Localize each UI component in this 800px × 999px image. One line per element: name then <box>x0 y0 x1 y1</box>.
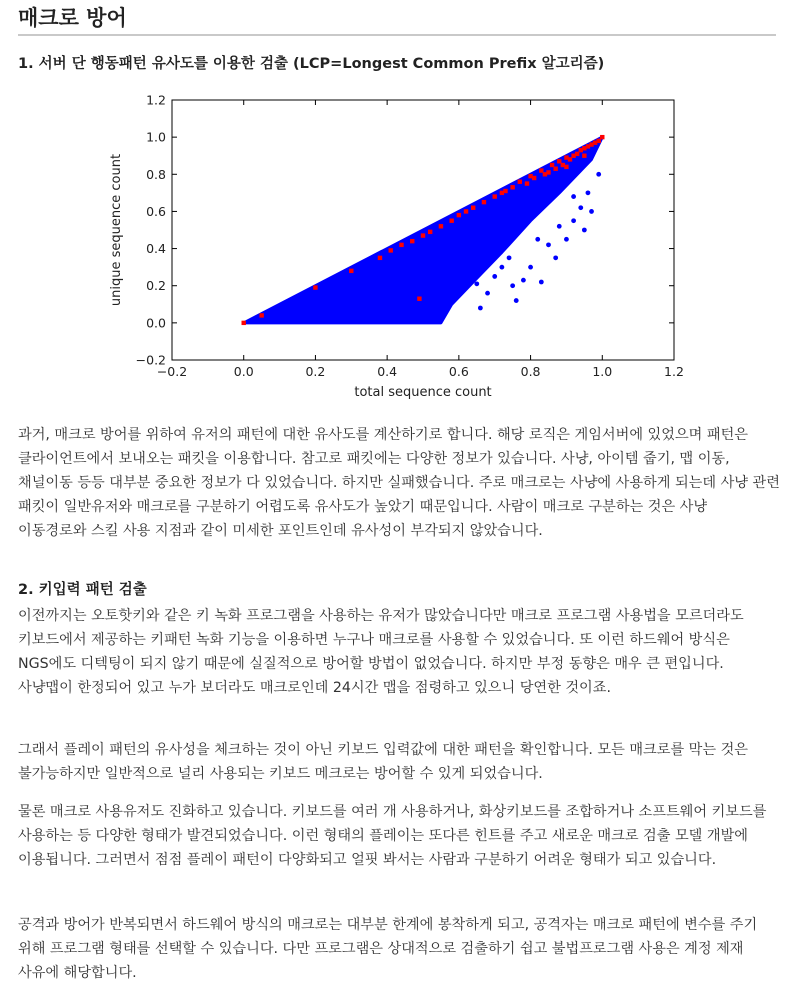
point-normal-14 <box>582 228 587 233</box>
point-normal-5 <box>510 283 515 288</box>
x-tick-label: 0.8 <box>520 364 541 379</box>
point-normal-17 <box>553 255 558 260</box>
section-heading-lcp: 1. 서버 단 행동패턴 유사도를 이용한 검출 (LCP=Longest Common Prefix 알고리즘) <box>18 56 605 72</box>
y-tick-label: −0.2 <box>135 352 166 368</box>
point-macro-40 <box>503 189 507 193</box>
point-macro-10 <box>457 213 461 217</box>
scatter-chart <box>100 88 690 403</box>
point-normal-23 <box>535 237 540 242</box>
point-normal-2 <box>474 281 479 286</box>
y-tick-label: 0.6 <box>146 203 166 219</box>
point-normal-4 <box>499 265 504 270</box>
point-macro-19 <box>532 176 536 180</box>
data-layer <box>242 135 605 325</box>
point-macro-37 <box>564 165 568 169</box>
point-normal-11 <box>564 237 569 242</box>
point-normal-1 <box>464 265 469 270</box>
page-title: 매크로 방어 <box>18 6 127 30</box>
point-macro-43 <box>417 297 421 301</box>
x-tick-label: 0.2 <box>305 364 326 379</box>
x-axis-label: total sequence count <box>354 385 492 400</box>
x-tick-label: 1.2 <box>664 364 684 379</box>
point-macro-42 <box>389 248 393 252</box>
point-macro-9 <box>449 219 453 223</box>
point-normal-18 <box>514 298 519 303</box>
point-normal-12 <box>571 218 576 223</box>
y-tick-label: 0.2 <box>146 278 166 294</box>
y-tick-label: 1.2 <box>146 92 166 108</box>
point-normal-24 <box>507 255 512 260</box>
point-macro-11 <box>464 209 468 213</box>
y-tick-label: 0.0 <box>146 315 166 331</box>
point-normal-21 <box>596 172 601 177</box>
y-tick-label: 1.0 <box>146 129 166 145</box>
title-divider <box>18 34 776 36</box>
point-normal-0 <box>456 280 461 285</box>
point-normal-19 <box>485 291 490 296</box>
series-normal-users-region <box>244 137 603 323</box>
point-macro-3 <box>349 269 353 273</box>
point-normal-8 <box>539 280 544 285</box>
x-tick-label: 0.4 <box>377 364 398 379</box>
point-normal-22 <box>571 194 576 199</box>
point-macro-5 <box>399 243 403 247</box>
point-macro-41 <box>410 239 414 243</box>
paragraph-lcp-result: 과거, 매크로 방어를 위하여 유저의 패턴에 대한 유사도를 계산하기로 합니다. 해당 로직은 게임서버에 있었으며 패턴은 클라이언트에서 보내오는 패킷을 이용합니다. 참고로 패킷에는 다양한 정보가 있습니다. 사냥, 아이템 줍기, 맵 이동, 채널이동 등등 대부분 중요한 정보가 다 있었습니다. 하지만 실패했습니다. 주로 매크로는 사냥에 사용하게 되는데 사냥 관련 패킷이 일반유저와 매크로를 구분하기 어렵도록 유사도가 높았기 때문입니다. 사람이 매크로 구분하는 것은 사냥 이동경로와 스킬 사용 지점과 같이 미세한 포인트인데 유사성이 부각되지 않았습니다. <box>18 427 780 539</box>
point-macro-7 <box>428 230 432 234</box>
paragraph-attack-defense: 공격과 방어가 반복되면서 하드웨어 방식의 매크로는 대부분 한계에 봉착하게 되고, 공격자는 매크로 패턴에 변수를 주기 위해 프로그램 형태를 선택할 수 있습니다. 다만 프로그램은 상대적으로 검출하기 쉽고 불법프로그램 사용은 계정 제재 사유에 해당합니다. <box>18 917 758 981</box>
point-macro-16 <box>510 185 514 189</box>
point-macro-4 <box>378 256 382 260</box>
point-macro-44 <box>582 154 586 158</box>
x-tick-label: −0.2 <box>156 364 188 379</box>
point-macro-8 <box>439 224 443 228</box>
point-macro-2 <box>313 285 317 289</box>
point-macro-39 <box>525 181 529 185</box>
y-tick-label: 0.8 <box>146 166 166 182</box>
paragraph-keyboard-pattern: 그래서 플레이 패턴의 유사성을 체크하는 것이 아닌 키보드 입력값에 대한 패턴을 확인합니다. 모든 매크로를 막는 것은 불가능하지만 일반적으로 널리 사용되는 키보드 메크로는 방어할 수 있게 되었습니다. <box>18 742 749 782</box>
point-macro-6 <box>421 233 425 237</box>
point-macro-13 <box>482 200 486 204</box>
point-macro-14 <box>493 194 497 198</box>
point-normal-3 <box>492 274 497 279</box>
y-tick-label: 0.4 <box>146 241 166 257</box>
point-macro-12 <box>471 206 475 210</box>
point-normal-13 <box>578 205 583 210</box>
point-normal-20 <box>478 306 483 311</box>
paragraph-macro-evolution: 물론 매크로 사용유저도 진화하고 있습니다. 키보드를 여러 개 사용하거나, 화상키보드를 조합하거나 소프트웨어 키보드를 사용하는 등 다양한 형태가 발견되었습니다. 이런 형태의 플레이는 또다른 힌트를 주고 새로운 매크로 검출 모델 개발에 이용됩니다. 그러면서 점점 플레이 패턴이 다양화되고 얼핏 봐서는 사람과 구분하기 어려운 형태가 되고 있습니다. <box>18 804 767 868</box>
point-normal-15 <box>586 190 591 195</box>
point-macro-0 <box>242 321 246 325</box>
point-normal-16 <box>589 209 594 214</box>
point-macro-1 <box>259 313 263 317</box>
y-axis-label: unique sequence count <box>109 153 124 307</box>
x-tick-label: 0.6 <box>448 364 469 379</box>
paragraph-key-recording: 이전까지는 오토핫키와 같은 키 녹화 프로그램을 사용하는 유저가 많았습니다만 매크로 프로그램 사용법을 모르더라도 키보드에서 제공하는 키패턴 녹화 기능을 이용하면 누구나 매크로를 사용할 수 있었습니다. 또 이런 하드웨어 방식은 NGS에도 디텍팅이 되지 않기 때문에 실질적으로 방어할 방법이 없었습니다. 하지만 부정 동향은 매우 큰 편입니다. 사냥맵이 한정되어 있고 누가 보더라도 매크로인데 24시간 맵을 점령하고 있으니 당연한 것이죠. <box>18 608 744 696</box>
x-tick-label: 1.0 <box>592 364 613 379</box>
point-normal-7 <box>528 265 533 270</box>
point-normal-9 <box>546 242 551 247</box>
section-heading-key-input: 2. 키입력 패턴 검출 <box>18 582 147 598</box>
point-normal-6 <box>521 278 526 283</box>
x-tick-label: 0.0 <box>233 364 254 379</box>
point-normal-10 <box>557 224 562 229</box>
point-macro-17 <box>518 180 522 184</box>
point-macro-23 <box>553 167 557 171</box>
point-macro-36 <box>600 135 604 139</box>
point-macro-38 <box>546 170 550 174</box>
